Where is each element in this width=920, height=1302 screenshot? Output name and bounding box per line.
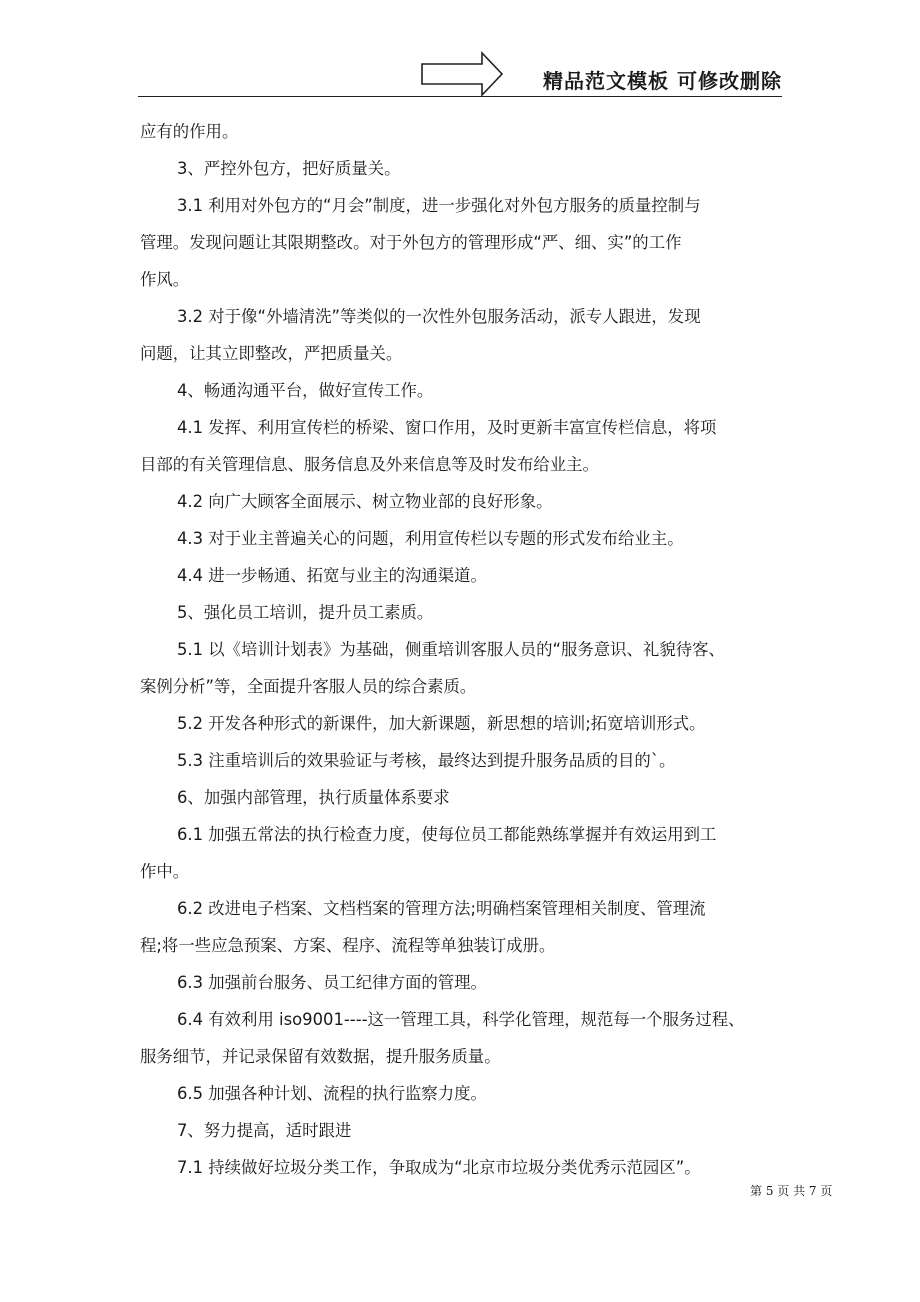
header-title: 精品范文模板 可修改删除 — [543, 69, 782, 93]
paragraph-line: 问题，让其立即整改，严把质量关。 — [140, 344, 403, 363]
page-number: 第 5 页 共 7 页 — [750, 1184, 833, 1198]
paragraph-line: 5.3 注重培训后的效果验证与考核，最终达到提升服务品质的目的`。 — [177, 751, 676, 770]
paragraph-line: 目部的有关管理信息、服务信息及外来信息等及时发布给业主。 — [140, 455, 599, 474]
paragraph-line: 3.1 利用对外包方的“月会”制度，进一步强化对外包方服务的质量控制与 — [177, 196, 701, 215]
paragraph-line: 作风。 — [140, 270, 190, 289]
paragraph-line: 4.2 向广大顾客全面展示、树立物业部的良好形象。 — [177, 492, 553, 511]
paragraph-line: 案例分析”等，全面提升客服人员的综合素质。 — [140, 677, 477, 696]
paragraph-line: 3、严控外包方，把好质量关。 — [177, 159, 401, 178]
page-header — [138, 50, 782, 98]
document-body — [140, 113, 784, 1186]
paragraph-line: 5.1 以《培训计划表》为基础，侧重培训客服人员的“服务意识、礼貌待客、 — [177, 640, 725, 659]
paragraph-line: 5、强化员工培训，提升员工素质。 — [177, 603, 434, 622]
paragraph-line: 程;将一些应急预案、方案、程序、流程等单独装订成册。 — [140, 936, 556, 955]
header-divider — [138, 96, 782, 97]
paragraph-line: 6、加强内部管理，执行质量体系要求 — [177, 788, 450, 807]
arrow-right-icon — [420, 50, 504, 98]
paragraph-line: 7、努力提高，适时跟进 — [177, 1121, 352, 1140]
paragraph-line: 4.1 发挥、利用宣传栏的桥梁、窗口作用，及时更新丰富宣传栏信息，将项 — [177, 418, 717, 437]
paragraph-line: 作中。 — [140, 862, 190, 881]
paragraph-line: 4.4 进一步畅通、拓宽与业主的沟通渠道。 — [177, 566, 487, 585]
paragraph-line: 3.2 对于像“外墙清洗”等类似的一次性外包服务活动，派专人跟进，发现 — [177, 307, 701, 326]
paragraph-line: 应有的作用。 — [140, 122, 239, 141]
paragraph-line: 6.2 改进电子档案、文档档案的管理方法;明确档案管理相关制度、管理流 — [177, 899, 706, 918]
paragraph-line: 6.4 有效利用 iso9001----这一管理工具，科学化管理，规范每一个服务过程、 — [177, 1010, 745, 1029]
paragraph-line: 5.2 开发各种形式的新课件，加大新课题，新思想的培训;拓宽培训形式。 — [177, 714, 706, 733]
paragraph-line: 7.1 持续做好垃圾分类工作，争取成为“北京市垃圾分类优秀示范园区”。 — [177, 1158, 701, 1177]
paragraph-line: 4、畅通沟通平台，做好宣传工作。 — [177, 381, 434, 400]
paragraph-line: 6.5 加强各种计划、流程的执行监察力度。 — [177, 1084, 487, 1103]
paragraph-line: 6.3 加强前台服务、员工纪律方面的管理。 — [177, 973, 487, 992]
paragraph-line: 6.1 加强五常法的执行检查力度，使每位员工都能熟练掌握并有效运用到工 — [177, 825, 717, 844]
paragraph-line: 4.3 对于业主普遍关心的问题，利用宣传栏以专题的形式发布给业主。 — [177, 529, 684, 548]
paragraph-line: 服务细节，并记录保留有效数据，提升服务质量。 — [140, 1047, 501, 1066]
paragraph-line: 管理。发现问题让其限期整改。对于外包方的管理形成“严、细、实”的工作 — [140, 233, 682, 252]
